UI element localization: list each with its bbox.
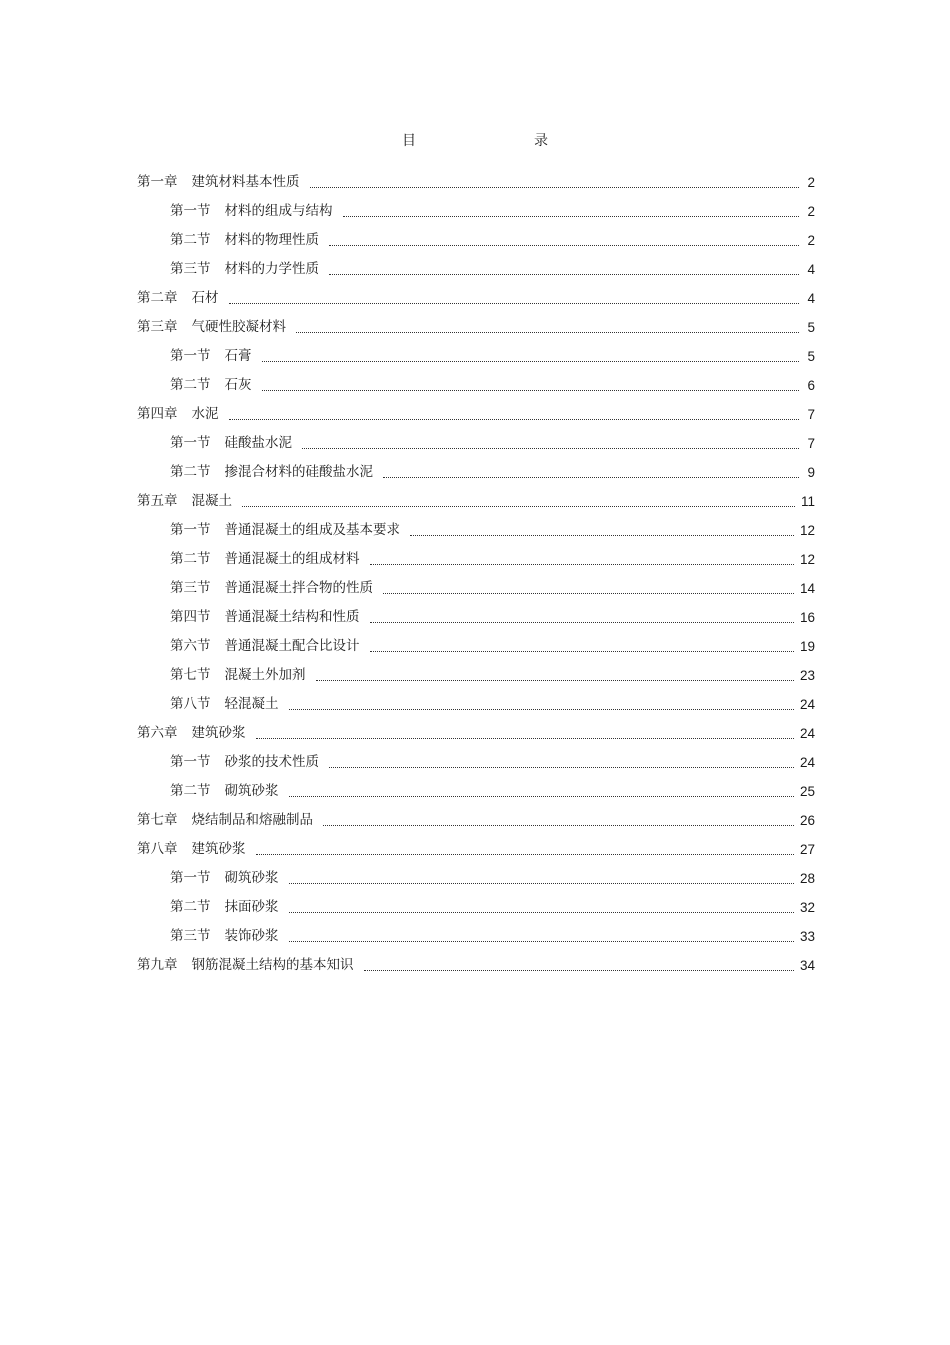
toc-entry-number: 第九章	[137, 956, 178, 973]
toc-entry-label: 烧结制品和熔融制品	[191, 811, 313, 828]
toc-entry[interactable]	[137, 922, 815, 951]
toc-entry-page: 6	[807, 377, 815, 393]
toc-entry-label: 砌筑砂浆	[224, 782, 279, 799]
toc-entry-number: 第一节	[170, 869, 211, 886]
toc-entry-page: 5	[807, 348, 815, 364]
toc-entry-number: 第三章	[137, 318, 178, 335]
toc-entry-page: 7	[807, 406, 815, 422]
toc-entry-number: 第二节	[170, 898, 211, 915]
toc-entry[interactable]	[137, 603, 815, 632]
toc-entry-number: 第二节	[170, 782, 211, 799]
toc-entry-page: 32	[799, 899, 815, 915]
toc-entry-label: 石膏	[224, 347, 252, 364]
toc-entry-page: 14	[799, 580, 815, 596]
toc-leader-dots	[329, 273, 799, 275]
toc-list	[137, 168, 815, 980]
toc-entry-label: 混凝土	[191, 492, 232, 509]
toc-leader-dots	[262, 389, 800, 391]
toc-entry-number: 第二节	[170, 463, 211, 480]
toc-leader-dots	[410, 534, 794, 536]
toc-entry-label: 普通混凝土配合比设计	[224, 637, 360, 654]
toc-leader-dots	[229, 302, 800, 304]
toc-entry-number: 第三节	[170, 260, 211, 277]
toc-leader-dots	[289, 708, 794, 710]
toc-entry-page: 16	[799, 609, 815, 625]
toc-entry-number: 第五章	[137, 492, 178, 509]
toc-entry-number: 第二节	[170, 376, 211, 393]
toc-entry-label: 石灰	[224, 376, 252, 393]
toc-entry-page: 33	[799, 928, 815, 944]
toc-entry-page: 28	[799, 870, 815, 886]
toc-entry-label: 普通混凝土的组成材料	[224, 550, 360, 567]
toc-entry-number: 第一节	[170, 202, 211, 219]
toc-entry[interactable]	[137, 342, 815, 371]
toc-leader-dots	[329, 766, 794, 768]
toc-leader-dots	[302, 447, 799, 449]
toc-entry-page: 19	[799, 638, 815, 654]
toc-leader-dots	[296, 331, 799, 333]
toc-entry-page: 23	[799, 667, 815, 683]
toc-entry[interactable]	[137, 864, 815, 893]
toc-leader-dots	[383, 476, 799, 478]
toc-entry-page: 2	[807, 203, 815, 219]
toc-leader-dots	[343, 215, 800, 217]
toc-entry[interactable]	[137, 574, 815, 603]
toc-title: 目 录	[402, 133, 600, 149]
toc-leader-dots	[242, 505, 795, 507]
toc-entry-page: 4	[807, 290, 815, 306]
toc-leader-dots	[370, 621, 794, 623]
toc-entry[interactable]	[137, 748, 815, 777]
toc-entry-label: 钢筋混凝土结构的基本知识	[191, 956, 354, 973]
toc-entry-number: 第四节	[170, 608, 211, 625]
toc-entry-page: 12	[799, 551, 815, 567]
toc-leader-dots	[262, 360, 800, 362]
toc-entry-label: 抹面砂浆	[224, 898, 279, 915]
toc-leader-dots	[289, 882, 794, 884]
toc-leader-dots	[256, 737, 794, 739]
toc-entry[interactable]	[137, 690, 815, 719]
toc-entry-page: 12	[799, 522, 815, 538]
toc-entry[interactable]	[137, 661, 815, 690]
toc-entry-label: 建筑材料基本性质	[191, 173, 300, 190]
toc-entry-number: 第七节	[170, 666, 211, 683]
toc-entry-label: 石材	[191, 289, 219, 306]
toc-entry-number: 第七章	[137, 811, 178, 828]
toc-entry-number: 第八章	[137, 840, 178, 857]
toc-entry-number: 第一节	[170, 347, 211, 364]
toc-entry-page: 27	[799, 841, 815, 857]
toc-entry-label: 普通混凝土结构和性质	[224, 608, 360, 625]
toc-leader-dots	[383, 592, 794, 594]
toc-entry-label: 普通混凝土拌合物的性质	[224, 579, 373, 596]
toc-leader-dots	[310, 186, 800, 188]
toc-entry[interactable]	[137, 719, 815, 748]
toc-entry-number: 第六章	[137, 724, 178, 741]
toc-entry-page: 5	[807, 319, 815, 335]
toc-entry[interactable]	[137, 545, 815, 574]
toc-entry-label: 砌筑砂浆	[224, 869, 279, 886]
toc-entry-label: 装饰砂浆	[224, 927, 279, 944]
toc-entry-page: 24	[799, 754, 815, 770]
toc-leader-dots	[316, 679, 794, 681]
toc-entry-number: 第四章	[137, 405, 178, 422]
toc-entry[interactable]	[137, 371, 815, 400]
toc-entry-number: 第一节	[170, 753, 211, 770]
toc-entry-page: 11	[800, 493, 815, 509]
toc-entry-label: 水泥	[191, 405, 219, 422]
toc-leader-dots	[289, 911, 794, 913]
toc-leader-dots	[256, 853, 794, 855]
toc-entry[interactable]	[137, 516, 815, 545]
toc-entry-page: 7	[807, 435, 815, 451]
toc-entry-number: 第一节	[170, 521, 211, 538]
toc-entry-label: 混凝土外加剂	[224, 666, 306, 683]
toc-entry-number: 第一节	[170, 434, 211, 451]
toc-entry[interactable]	[137, 632, 815, 661]
toc-entry[interactable]	[137, 777, 815, 806]
toc-entry-number: 第六节	[170, 637, 211, 654]
toc-entry[interactable]	[137, 487, 815, 516]
toc-entry-page: 9	[807, 464, 815, 480]
toc-entry[interactable]	[137, 429, 815, 458]
toc-entry-page: 34	[799, 957, 815, 973]
toc-entry[interactable]	[137, 255, 815, 284]
toc-entry-page: 2	[807, 174, 815, 190]
toc-leader-dots	[289, 795, 794, 797]
toc-entry-number: 第三节	[170, 927, 211, 944]
toc-entry[interactable]	[137, 313, 815, 342]
toc-leader-dots	[289, 940, 794, 942]
toc-entry[interactable]	[137, 197, 815, 226]
toc-entry-label: 掺混合材料的硅酸盐水泥	[224, 463, 373, 480]
toc-entry[interactable]	[137, 835, 815, 864]
toc-entry-label: 建筑砂浆	[191, 724, 246, 741]
toc-entry-page: 26	[799, 812, 815, 828]
toc-entry-number: 第二节	[170, 231, 211, 248]
toc-entry-page: 4	[807, 261, 815, 277]
toc-entry-page: 2	[807, 232, 815, 248]
toc-entry[interactable]	[137, 893, 815, 922]
toc-entry-page: 24	[799, 725, 815, 741]
toc-entry-number: 第一章	[137, 173, 178, 190]
toc-entry[interactable]	[137, 806, 815, 835]
toc-entry-page: 24	[799, 696, 815, 712]
toc-entry[interactable]	[137, 284, 815, 313]
toc-entry[interactable]	[137, 458, 815, 487]
toc-entry[interactable]	[137, 400, 815, 429]
toc-entry-label: 气硬性胶凝材料	[191, 318, 286, 335]
toc-entry-label: 建筑砂浆	[191, 840, 246, 857]
toc-entry-label: 材料的物理性质	[224, 231, 319, 248]
toc-leader-dots	[329, 244, 799, 246]
toc-leader-dots	[364, 969, 794, 971]
toc-entry-number: 第二节	[170, 550, 211, 567]
toc-entry-label: 硅酸盐水泥	[224, 434, 292, 451]
toc-entry-number: 第二章	[137, 289, 178, 306]
toc-leader-dots	[229, 418, 800, 420]
toc-entry-label: 材料的组成与结构	[224, 202, 333, 219]
toc-leader-dots	[323, 824, 794, 826]
toc-leader-dots	[370, 650, 794, 652]
toc-entry-label: 轻混凝土	[224, 695, 279, 712]
toc-entry[interactable]	[137, 951, 815, 980]
toc-entry-label: 砂浆的技术性质	[224, 753, 319, 770]
toc-entry[interactable]	[137, 168, 815, 197]
toc-entry-number: 第三节	[170, 579, 211, 596]
toc-entry-label: 普通混凝土的组成及基本要求	[224, 521, 400, 538]
toc-entry-number: 第八节	[170, 695, 211, 712]
toc-entry[interactable]	[137, 226, 815, 255]
toc-entry-label: 材料的力学性质	[224, 260, 319, 277]
toc-leader-dots	[370, 563, 794, 565]
toc-entry-page: 25	[799, 783, 815, 799]
